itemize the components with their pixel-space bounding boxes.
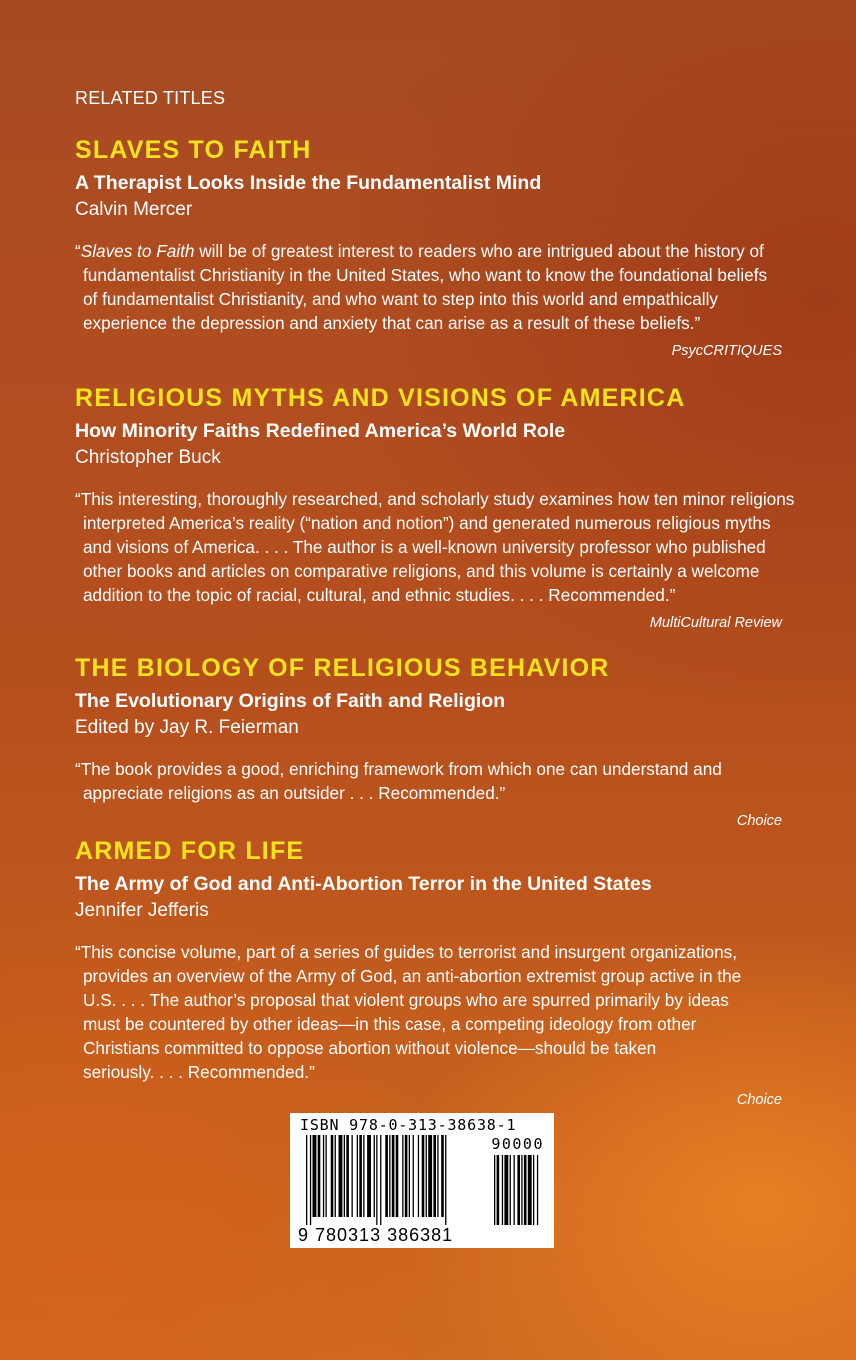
barcode-bars (298, 1135, 546, 1227)
quote-line: must be countered by other ideas—in this case, a competing ideology from other (83, 1014, 697, 1034)
entry-religious-myths (75, 383, 795, 633)
quote-italic-title: Slaves to Faith (80, 241, 195, 261)
quote-line: appreciate religions as an outsider . . . Recommended.” (83, 783, 506, 803)
entry-quote (75, 487, 795, 607)
entry-title: RELIGIOUS MYTHS AND VISIONS OF AMERICA (75, 384, 686, 412)
barcode-supplement: 90000 (491, 1135, 544, 1153)
quote-source: Choice (736, 1092, 782, 1108)
isbn-text: ISBN 978-0-313-38638-1 (300, 1116, 517, 1134)
entry-armed-for-life (75, 836, 785, 1110)
quote-line: seriously. . . . Recommended.” (83, 1062, 315, 1082)
quote-source: PsycCRITIQUES (671, 343, 782, 359)
quote-line: provides an overview of the Army of God, an anti-abortion extremist group active in the (83, 966, 742, 986)
entry-title: ARMED FOR LIFE (75, 837, 305, 865)
entry-biology-of-religious-behavior (75, 653, 785, 831)
entry-quote (75, 940, 785, 1084)
entry-author: Christopher Buck (75, 447, 221, 468)
quote-line: other books and articles on comparative religions, and this volume is certainly a welcome (83, 561, 760, 581)
entry-author: Calvin Mercer (75, 199, 193, 220)
isbn-barcode (290, 1113, 554, 1248)
quote-line: addition to the topic of racial, cultural, and ethnic studies. . . . Recommended.” (83, 585, 676, 605)
entry-subtitle: The Evolutionary Origins of Faith and Religion (75, 690, 506, 712)
entry-subtitle: A Therapist Looks Inside the Fundamentalist Mind (75, 172, 542, 194)
quote-line-first: “Slaves to Faith will be of greatest interest to readers who are intrigued about the history of (75, 241, 764, 261)
entry-subtitle: How Minority Faiths Redefined America’s World Role (75, 420, 566, 442)
related-titles-heading: RELATED TITLES (75, 88, 226, 108)
entry-quote (75, 757, 785, 805)
quote-line: “This interesting, thoroughly researched, and scholarly study examines how ten minor religions (75, 489, 795, 509)
quote-line: U.S. . . . The author’s proposal that violent groups who are spurred primarily by ideas (83, 990, 729, 1010)
entry-author: Jennifer Jefferis (75, 900, 209, 921)
entry-author: Edited by Jay R. Feierman (75, 717, 299, 738)
quote-line: and visions of America. . . . The author is a well-known university professor who published (83, 537, 766, 557)
quote-source: MultiCultural Review (649, 615, 782, 631)
quote-line: “This concise volume, part of a series of guides to terrorist and insurgent organizations, (75, 942, 738, 962)
quote-line: Christians committed to oppose abortion without violence—should be taken (83, 1038, 657, 1058)
quote-source: Choice (736, 813, 782, 829)
entry-title: THE BIOLOGY OF RELIGIOUS BEHAVIOR (75, 654, 610, 682)
barcode-digits: 9 780313 386381 (298, 1225, 454, 1245)
entry-title: SLAVES TO FAITH (75, 136, 312, 164)
quote-line: “The book provides a good, enriching framework from which one can understand and (75, 759, 722, 779)
quote-line: experience the depression and anxiety that can arise as a result of these beliefs.” (83, 313, 701, 333)
entry-quote (75, 239, 785, 335)
quote-line: interpreted America’s reality (“nation and notion”) and generated numerous religious myths (83, 513, 771, 533)
entry-slaves-to-faith (75, 135, 785, 361)
quote-line: fundamentalist Christianity in the United States, who want to know the foundational beliefs (83, 265, 768, 285)
quote-line: of fundamentalist Christianity, and who want to step into this world and empathically (83, 289, 718, 309)
entry-subtitle: The Army of God and Anti-Abortion Terror in the United States (75, 873, 652, 895)
